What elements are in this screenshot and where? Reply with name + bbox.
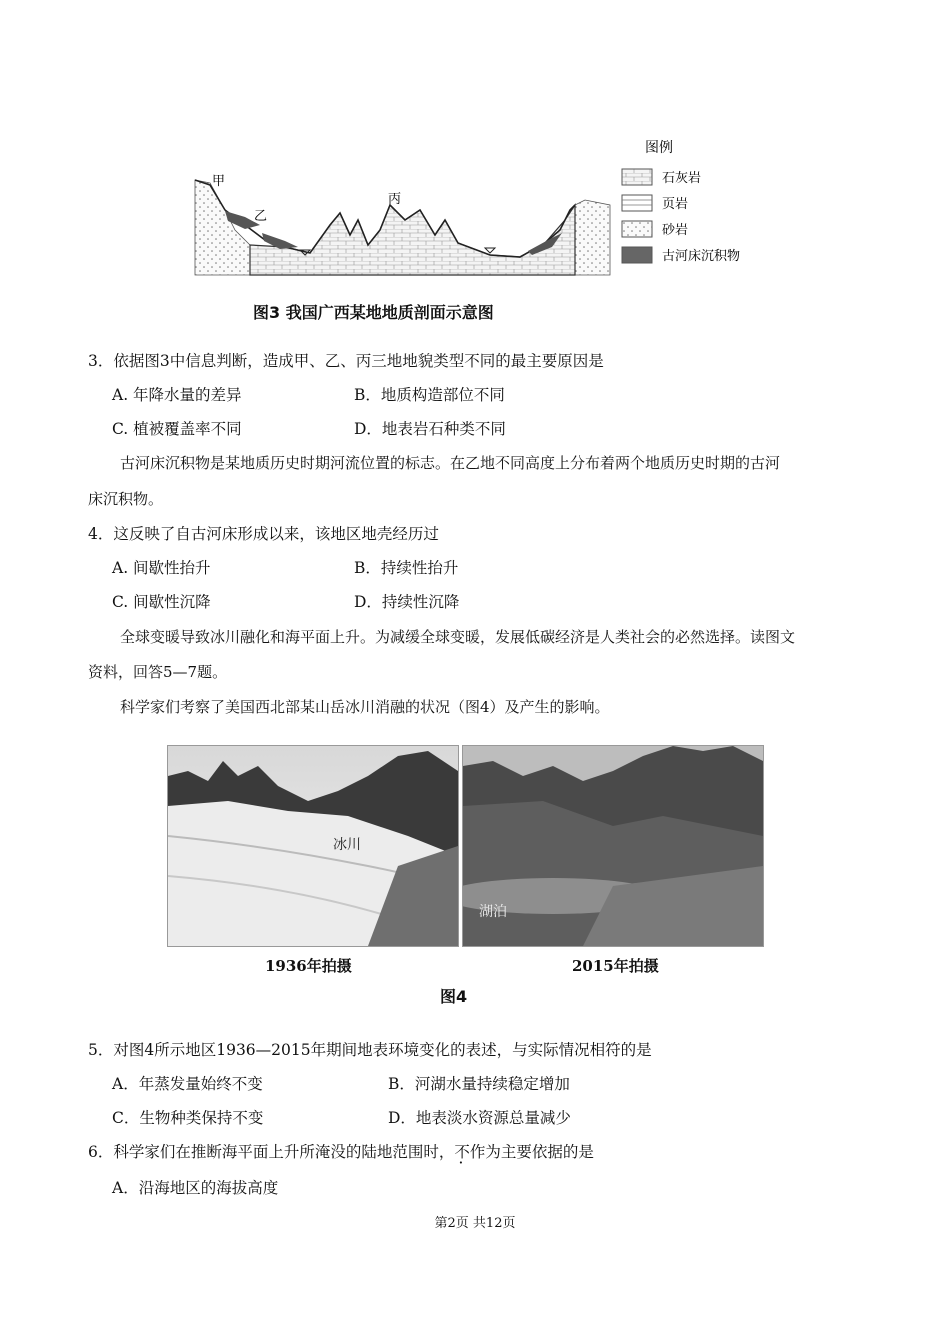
q4-option-c: C. 间歇性沉降 (112, 593, 211, 611)
para2-line1: 全球变暖导致冰川融化和海平面上升。为减缓全球变暖，发展低碳经济是人类社会的必然选择。读图文 (120, 628, 796, 646)
page-footer: 第2页 共12页 (434, 1216, 516, 1231)
para2-line3: 科学家们考察了美国西北部某山岳冰川消融的状况（图4）及产生的影响。 (120, 698, 610, 716)
legend-swatch-limestone (622, 169, 652, 185)
q6-emphasis: 不 (454, 1143, 470, 1161)
q4-option-d: D．持续性沉降 (354, 593, 460, 611)
legend-swatch-sandstone (622, 221, 652, 237)
lake-2015-image (463, 746, 763, 946)
q5-option-c: C．生物种类保持不变 (112, 1109, 264, 1127)
photo-1936-caption: 1936年拍摄 (265, 957, 352, 975)
lake-label: 湖泊 (479, 904, 507, 920)
legend-title: 图例 (645, 140, 673, 156)
q5-option-d: D．地表淡水资源总量减少 (388, 1109, 571, 1127)
label-bing: 丙 (388, 192, 402, 207)
q6-stem-post: 作为主要依据的是 (469, 1143, 594, 1161)
legend-item-deposit: 古河床沉积物 (662, 249, 741, 264)
q5-option-a: A．年蒸发量始终不变 (112, 1075, 263, 1093)
q6-stem-pre: 6．科学家们在推断海平面上升所淹没的陆地范围时， (88, 1143, 455, 1161)
legend-item-sandstone: 砂岩 (662, 223, 689, 238)
q3-option-a: A. 年降水量的差异 (112, 386, 242, 404)
q3-option-b: B．地质构造部位不同 (354, 386, 505, 404)
para1-line1: 古河床沉积物是某地质历史时期河流位置的标志。在乙地不同高度上分布着两个地质历史时期的古河 (120, 454, 781, 472)
para2-line2: 资料，回答5—7题。 (88, 663, 228, 681)
q3-stem: 3．依据图3中信息判断，造成甲、乙、丙三地地貌类型不同的最主要原因是 (88, 352, 604, 370)
q3-option-c: C. 植被覆盖率不同 (112, 420, 242, 438)
figure-3-profile (190, 125, 790, 285)
photo-1936 (167, 745, 459, 947)
q4-option-b: B．持续性抬升 (354, 559, 459, 577)
photo-2015 (462, 745, 764, 947)
q5-stem: 5．对图4所示地区1936—2015年期间地表环境变化的表述，与实际情况相符的是 (88, 1041, 652, 1059)
legend-swatch-shale (622, 195, 652, 211)
geological-profile-diagram (190, 125, 790, 285)
legend-item-shale: 页岩 (662, 197, 689, 212)
legend-swatch-deposit (622, 247, 652, 263)
glacier-1936-image (168, 746, 458, 946)
glacier-label: 冰川 (333, 837, 361, 853)
q5-option-b: B．河湖水量持续稳定增加 (388, 1075, 570, 1093)
figure-4-caption: 图4 (440, 987, 468, 1006)
photo-2015-caption: 2015年拍摄 (572, 957, 659, 975)
figure-3-caption: 图3 我国广西某地地质剖面示意图 (253, 303, 494, 322)
label-yi: 乙 (254, 209, 268, 224)
label-jia: 甲 (212, 174, 226, 189)
q6-stem (88, 1142, 594, 1162)
q3-option-d: D．地表岩石种类不同 (354, 420, 506, 438)
q6-option-a: A．沿海地区的海拔高度 (112, 1179, 279, 1197)
q4-option-a: A. 间歇性抬升 (112, 559, 211, 577)
q4-stem: 4．这反映了自古河床形成以来，该地区地壳经历过 (88, 525, 439, 543)
para1-line2: 床沉积物。 (88, 490, 164, 508)
legend-item-limestone: 石灰岩 (662, 171, 702, 186)
